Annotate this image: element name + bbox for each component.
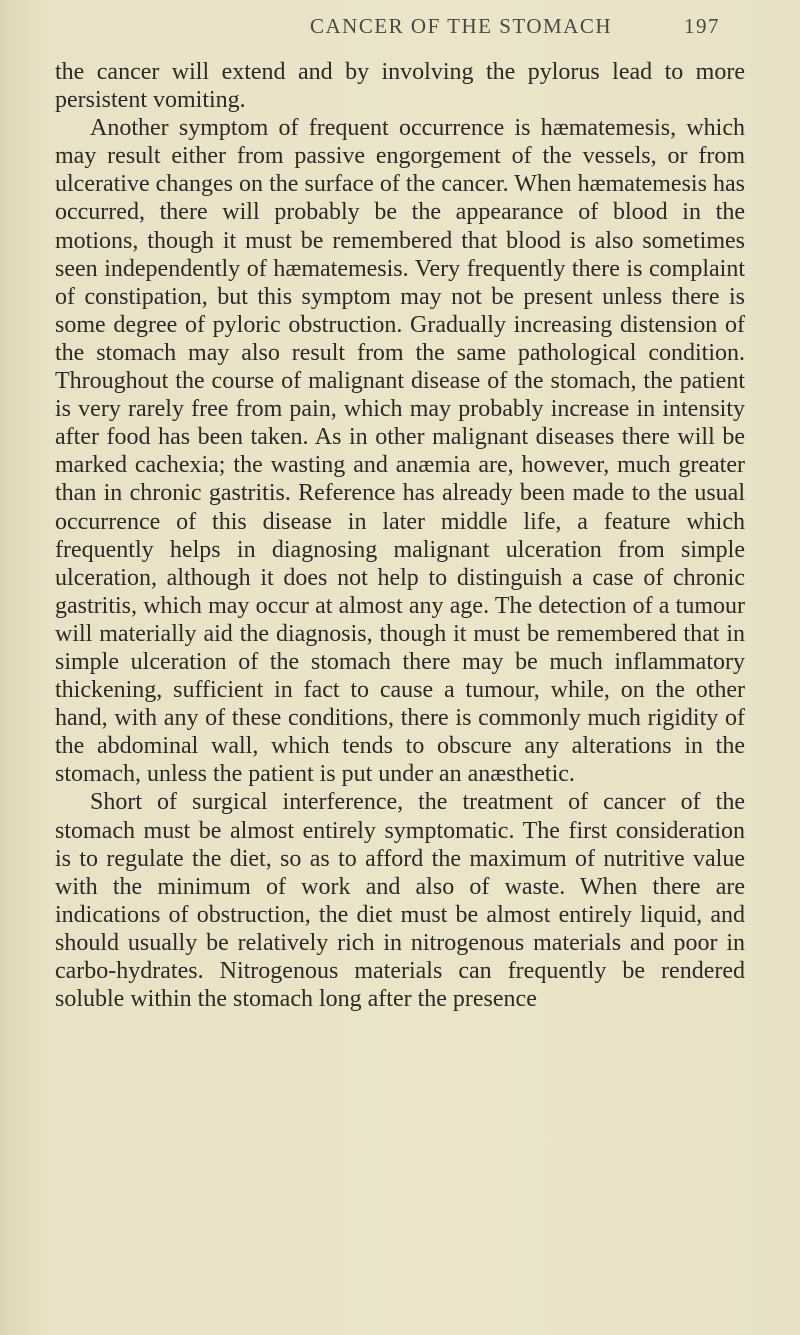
body-text	[55, 58, 745, 1013]
paragraph-treatment: Short of surgical interference, the treatment of cancer of the stomach must be almost entirely symptomatic. The first consideration is to regulate the diet, so as to afford the maximum of nutritive value with the minimum of work and also of waste. When there are indications of obstruction, the diet must be almost entirely liquid, and should usually be relatively rich in nitrogenous materials and poor in carbo-hydrates. Nitrogenous materials can frequently be rendered soluble within the stomach long after the presence	[55, 789, 745, 1013]
page-number: 197	[684, 14, 720, 38]
running-head	[260, 14, 720, 44]
paragraph-continuation: the cancer will extend and by involving the pylorus lead to more persistent vomiting.	[55, 59, 745, 114]
running-title: CANCER OF THE STOMACH	[310, 14, 613, 38]
paragraph-symptoms: Another symptom of frequent occurrence is hæmatemesis, which may result either from passive engorgement of the vessels, or from ulcerative changes on the surface of the cancer. When hæmatemesis has occurred, there will probably be the appearance of blood in the motions, though it must be remembered that blood is also sometimes seen independently of hæmatemesis. Very frequently there is complaint of constipation, but this symptom may not be present unless there is some degree of pyloric obstruction. Gradually increasing distension of the stomach may also result from the same pathological condition. Throughout the course of malignant disease of the stomach, the patient is very rarely free from pain, which may probably increase in intensity after food has been taken. As in other malignant diseases there will be marked cachexia; the wasting and anæmia are, however, much greater than in chronic gastritis. Reference has already been made to the usual occurrence of this disease in later middle life, a feature which frequently helps in diagnosing malignant ulceration from simple ulceration, although it does not help to distinguish a case of chronic gastritis, which may occur at almost any age. The detection of a tumour will materially aid the diagnosis, though it must be remembered that in simple ulceration of the stomach there may be much inflammatory thickening, sufficient in fact to cause a tumour, while, on the other hand, with any of these conditions, there is commonly much rigidity of the abdominal wall, which tends to obscure any alterations in the stomach, unless the patient is put under an anæsthetic.	[55, 115, 745, 788]
